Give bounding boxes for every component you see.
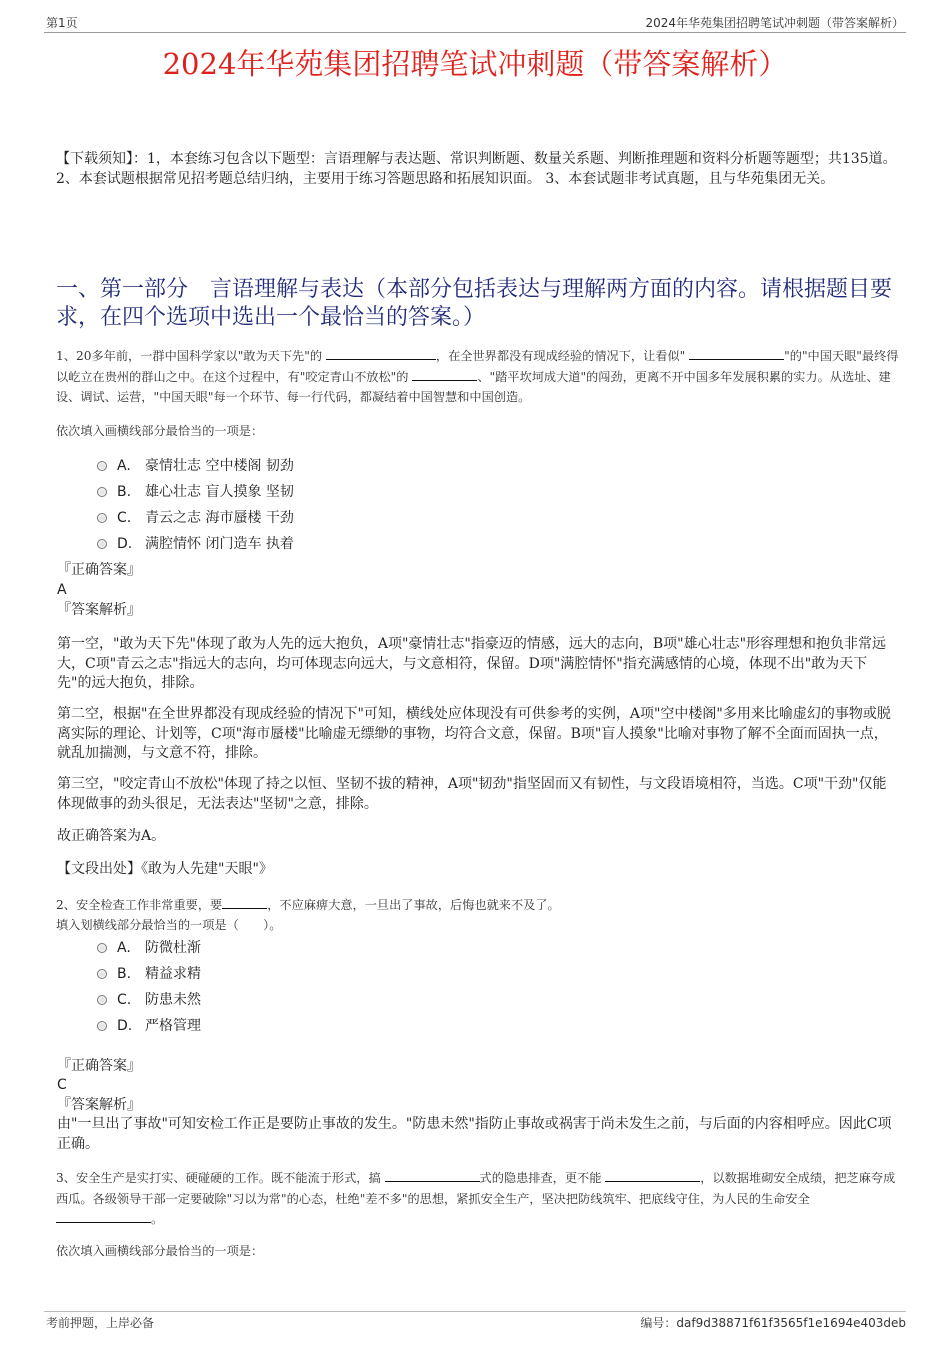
option-text: 雄心壮志 盲人摸象 坚韧 xyxy=(145,484,294,500)
option-text: 严格管理 xyxy=(145,1018,201,1034)
option-letter: C. xyxy=(117,992,132,1008)
option-letter: A. xyxy=(117,458,131,474)
q-text: 。 xyxy=(151,1212,164,1226)
q-text: 式的隐患排查，更不能 xyxy=(479,1171,602,1185)
document-title: 2024年华苑集团招聘笔试冲刺题（带答案解析） xyxy=(162,47,788,81)
q-text: 2、安全检查工作非常重要，要 xyxy=(56,898,223,912)
radio-icon[interactable] xyxy=(97,539,107,549)
q1-answer: A xyxy=(57,582,67,598)
question-1-text xyxy=(56,346,906,408)
radio-icon[interactable] xyxy=(97,943,107,953)
q2-answer: C xyxy=(57,1077,67,1093)
q-text: 3、安全生产是实打实、硬碰硬的工作。既不能流于形式，搞 xyxy=(56,1171,381,1185)
header-divider xyxy=(44,32,906,33)
radio-icon[interactable] xyxy=(97,995,107,1005)
footer-doc-id: 编号：daf9d38871f61f3565f1e1694e403deb xyxy=(640,1316,906,1330)
radio-icon[interactable] xyxy=(97,513,107,523)
radio-icon[interactable] xyxy=(97,487,107,497)
q-text: ，以数据堆砌安全成绩，把芝麻夸成西瓜。各级领导干部一定要破除"习以为常"的心态，杜绝"差不多"的思想，紧抓安全生产，坚决把防线筑牢、把底线守住，为人民的生命安全 xyxy=(56,1171,896,1206)
option-letter: C. xyxy=(117,510,132,526)
page-number: 第1页 xyxy=(46,16,78,30)
option-letter: B. xyxy=(117,966,132,982)
blank xyxy=(689,347,784,360)
option-text: 防微杜渐 xyxy=(145,940,201,956)
download-notice: 【下载须知】：1，本套练习包含以下题型：言语理解与表达题、常识判断题、数量关系题、判断推理题和资料分析题等题型；共135道。 2、本套试题根据常见招考题总结归纳，主要用于练习答题思路和拓展知识面。 3、本套试题非考试真题，且与华苑集团无关。 xyxy=(56,151,897,187)
section-heading: 一、第一部分 言语理解与表达（本部分包括表达与理解两方面的内容。请根据题目要求，在四个选项中选出一个最恰当的答案。） xyxy=(56,277,893,330)
radio-icon[interactable] xyxy=(97,969,107,979)
question-3-prompt: 依次填入画横线部分最恰当的一项是： xyxy=(56,1244,264,1258)
option-letter: D. xyxy=(117,1018,133,1034)
q1-analysis-1: 第一空，"敢为天下先"体现了敢为人先的远大抱负，A项"豪情壮志"指豪迈的情感，远大的志向，B项"雄心壮志"形容理想和抱负非常远大，C项"青云之志"指远大的志向，均可体现志向远大，与文意相符，保留。D项"满腔情怀"指充满感情的心境，体现不出"敢为天下先"的远大抱负，排除。 xyxy=(57,636,887,691)
q2-option-d[interactable] xyxy=(97,1016,201,1036)
radio-icon[interactable] xyxy=(97,461,107,471)
footer-divider xyxy=(44,1311,906,1312)
option-text: 豪情壮志 空中楼阁 韧劲 xyxy=(145,458,294,474)
option-text: 满腔情怀 闭门造车 执着 xyxy=(145,536,294,552)
blank xyxy=(412,368,477,381)
footer-slogan: 考前押题，上岸必备 xyxy=(46,1316,155,1330)
q2-analysis: 由"一旦出了事故"可知安检工作正是要防止事故的发生。"防患未然"指防止事故或祸害于尚未发生之前，与后面的内容相呼应。因此C项正确。 xyxy=(57,1116,892,1152)
q1-option-c[interactable] xyxy=(97,508,294,528)
q2-option-c[interactable] xyxy=(97,990,201,1010)
q-text: 1、20多年前，一群中国科学家以"敢为天下先"的 xyxy=(56,349,323,363)
q1-conclusion: 故正确答案为A。 xyxy=(57,828,166,844)
q2-answer-label: 『正确答案』 xyxy=(57,1058,141,1074)
q1-option-a[interactable] xyxy=(97,456,294,476)
q2-option-a[interactable] xyxy=(97,938,201,958)
q-text: 、"踏平坎坷成大道"的闯劲，更离不开中国多年发展积累的实力。从选址、建设、调试、运营，"中国天眼"每一个环节、每一行代码，都凝结着中国智慧和中国创造。 xyxy=(56,369,891,404)
q1-option-b[interactable] xyxy=(97,482,294,502)
q1-analysis-2: 第二空，根据"在全世界都没有现成经验的情况下"可知，横线处应体现没有可供参考的实例，A项"空中楼阁"多用来比喻虚幻的事物或脱离实际的理论、计划等，C项"海市蜃楼"比喻虚无缥缈的事物，均符合文意，保留。B项"盲人摸象"比喻对事物了解不全面而固执一点，就乱加揣测，与文意不符，排除。 xyxy=(57,706,891,761)
q2-option-b[interactable] xyxy=(97,964,201,984)
q1-analysis-label: 『答案解析』 xyxy=(57,602,141,618)
question-2-prompt: 填入划横线部分最恰当的一项是（ ）。 xyxy=(56,918,282,932)
blank xyxy=(326,347,436,360)
q1-answer-label: 『正确答案』 xyxy=(57,562,141,578)
blank xyxy=(605,1169,700,1182)
question-1-prompt: 依次填入画横线部分最恰当的一项是： xyxy=(56,424,264,438)
q1-analysis-3: 第三空，"咬定青山不放松"体现了持之以恒、坚韧不拔的精神，A项"韧劲"指坚固而又有韧性，与文段语境相符，当选。C项"干劲"仅能体现做事的劲头很足，无法表达"坚韧"之意，排除。 xyxy=(57,776,887,812)
option-text: 防患未然 xyxy=(145,992,201,1008)
question-3-text xyxy=(56,1168,906,1230)
option-text: 青云之志 海市蜃楼 干劲 xyxy=(145,510,294,526)
radio-icon[interactable] xyxy=(97,1021,107,1031)
option-letter: A. xyxy=(117,940,131,956)
q-text: ，不应麻痹大意，一旦出了事故，后悔也就来不及了。 xyxy=(267,898,560,912)
q-text: "的"中国天眼"最终得以屹立在贵州的群山之中。在这个过程中，有"咬定青山不放松"的 xyxy=(56,349,899,384)
option-letter: D. xyxy=(117,536,133,552)
option-text: 精益求精 xyxy=(145,966,201,982)
q1-source: 【文段出处】《敢为人先建"天眼"》 xyxy=(57,861,273,877)
blank xyxy=(385,1169,480,1182)
option-letter: B. xyxy=(117,484,132,500)
header-doc-title: 2024年华苑集团招聘笔试冲刺题（带答案解析） xyxy=(645,16,904,30)
blank xyxy=(222,896,267,909)
q1-option-d[interactable] xyxy=(97,534,294,554)
question-2-text xyxy=(56,895,906,916)
q2-analysis-label: 『答案解析』 xyxy=(57,1097,141,1113)
blank xyxy=(56,1210,151,1223)
q-text: ，在全世界都没有现成经验的情况下，让看似" xyxy=(435,349,686,363)
